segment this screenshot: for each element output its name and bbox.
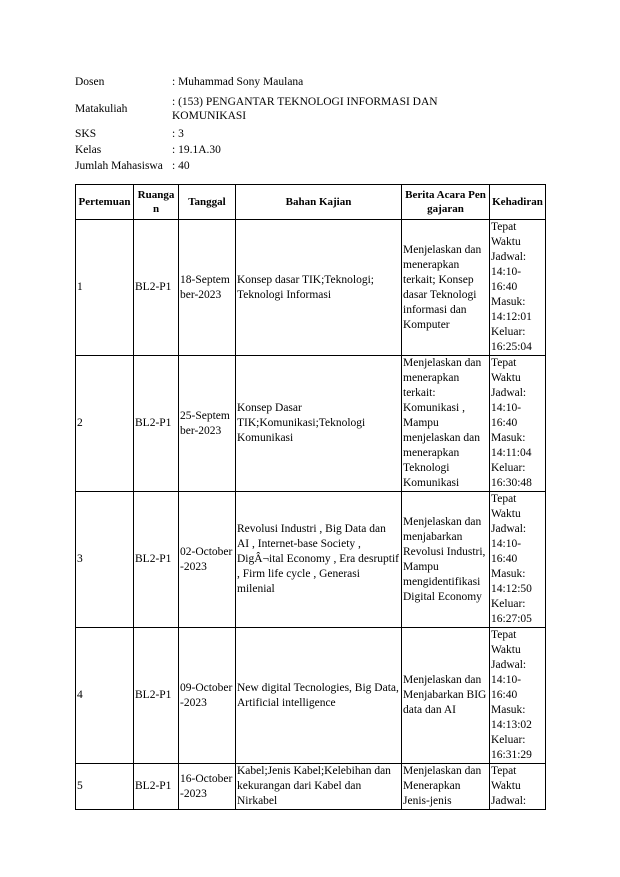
table-header-row xyxy=(76,185,546,220)
table-row xyxy=(76,764,546,810)
table-row xyxy=(76,356,546,492)
cell-berita-acara: Menjelaskan dan menerapkan terkait; Konsep dasar Teknologi informasi dan Komputer xyxy=(402,220,490,356)
jumlah-value: : 40 xyxy=(172,160,190,172)
table-row xyxy=(76,628,546,764)
header-bahan-kajian: Bahan Kajian xyxy=(236,185,402,220)
kelas-value: : 19.1A.30 xyxy=(172,144,221,156)
course-info xyxy=(75,73,467,174)
info-row-kelas xyxy=(75,142,467,158)
cell-ruangan: BL2-P1 xyxy=(134,628,179,764)
cell-tanggal: 09-October-2023 xyxy=(179,628,236,764)
cell-pertemuan: 3 xyxy=(76,492,134,628)
cell-ruangan: BL2-P1 xyxy=(134,220,179,356)
cell-kehadiran: Tepat Waktu Jadwal: 14:10-16:40 Masuk: 14:11:04 Keluar: 16:30:48 xyxy=(490,356,546,492)
cell-pertemuan: 1 xyxy=(76,220,134,356)
cell-berita-acara: Menjelaskan dan menjabarkan Revolusi Industri, Mampu mengidentifikasi Digital Economy xyxy=(402,492,490,628)
sks-value: : 3 xyxy=(172,128,184,140)
cell-ruangan: BL2-P1 xyxy=(134,492,179,628)
attendance-table xyxy=(75,184,546,810)
table-row xyxy=(76,220,546,356)
cell-kehadiran: Tepat Waktu Jadwal: xyxy=(490,764,546,810)
cell-tanggal: 25-September-2023 xyxy=(179,356,236,492)
matakuliah-label: Matakuliah xyxy=(75,102,128,115)
header-ruangan: Ruangan xyxy=(134,185,179,220)
cell-pertemuan: 2 xyxy=(76,356,134,492)
cell-bahan-kajian: Konsep Dasar TIK;Komunikasi;Teknologi Komunikasi xyxy=(236,356,402,492)
kelas-label: Kelas xyxy=(75,144,102,156)
header-kehadiran: Kehadiran xyxy=(490,185,546,220)
header-pertemuan: Pertemuan xyxy=(76,185,134,220)
cell-bahan-kajian: Konsep dasar TIK;Teknologi; Teknologi Informasi xyxy=(236,220,402,356)
cell-tanggal: 02-October-2023 xyxy=(179,492,236,628)
table-row xyxy=(76,492,546,628)
cell-tanggal: 18-September-2023 xyxy=(179,220,236,356)
sks-label: SKS xyxy=(75,128,97,140)
cell-berita-acara: Menjelaskan dan Menerapkan Jenis-jenis xyxy=(402,764,490,810)
cell-bahan-kajian: New digital Tecnologies, Big Data, Artificial intelligence xyxy=(236,628,402,764)
cell-pertemuan: 4 xyxy=(76,628,134,764)
cell-kehadiran: Tepat Waktu Jadwal: 14:10-16:40 Masuk: 14:12:01 Keluar: 16:25:04 xyxy=(490,220,546,356)
cell-ruangan: BL2-P1 xyxy=(134,764,179,810)
cell-pertemuan: 5 xyxy=(76,764,134,810)
header-tanggal: Tanggal xyxy=(179,185,236,220)
info-row-dosen xyxy=(75,73,467,91)
cell-bahan-kajian: Kabel;Jenis Kabel;Kelebihan dan kekurangan dari Kabel dan Nirkabel xyxy=(236,764,402,810)
info-row-matakuliah xyxy=(75,91,467,126)
cell-berita-acara: Menjelaskan dan menerapkan terkait: Komunikasi , Mampu menjelaskan dan menerapkan Teknologi Komunikasi xyxy=(402,356,490,492)
info-row-sks xyxy=(75,126,467,142)
header-berita-acara: Berita Acara Pengajaran xyxy=(402,185,490,220)
cell-berita-acara: Menjelaskan dan Menjabarkan BIG data dan AI xyxy=(402,628,490,764)
dosen-label: Dosen xyxy=(75,76,105,88)
cell-bahan-kajian: Revolusi Industri , Big Data dan AI , Internet-base Society , DigÂ¬ital Economy , Era desruptif , Firm life cycle , Generasi milenial xyxy=(236,492,402,628)
matakuliah-value: : (153) PENGANTAR TEKNOLOGI INFORMASI DAN KOMUNIKASI xyxy=(172,95,438,122)
cell-ruangan: BL2-P1 xyxy=(134,356,179,492)
cell-tanggal: 16-October-2023 xyxy=(179,764,236,810)
cell-kehadiran: Tepat Waktu Jadwal: 14:10-16:40 Masuk: 14:12:50 Keluar: 16:27:05 xyxy=(490,492,546,628)
jumlah-label: Jumlah Mahasiswa xyxy=(75,160,163,172)
cell-kehadiran: Tepat Waktu Jadwal: 14:10-16:40 Masuk: 14:13:02 Keluar: 16:31:29 xyxy=(490,628,546,764)
info-row-jumlah xyxy=(75,158,467,174)
dosen-value: : Muhammad Sony Maulana xyxy=(172,76,304,88)
